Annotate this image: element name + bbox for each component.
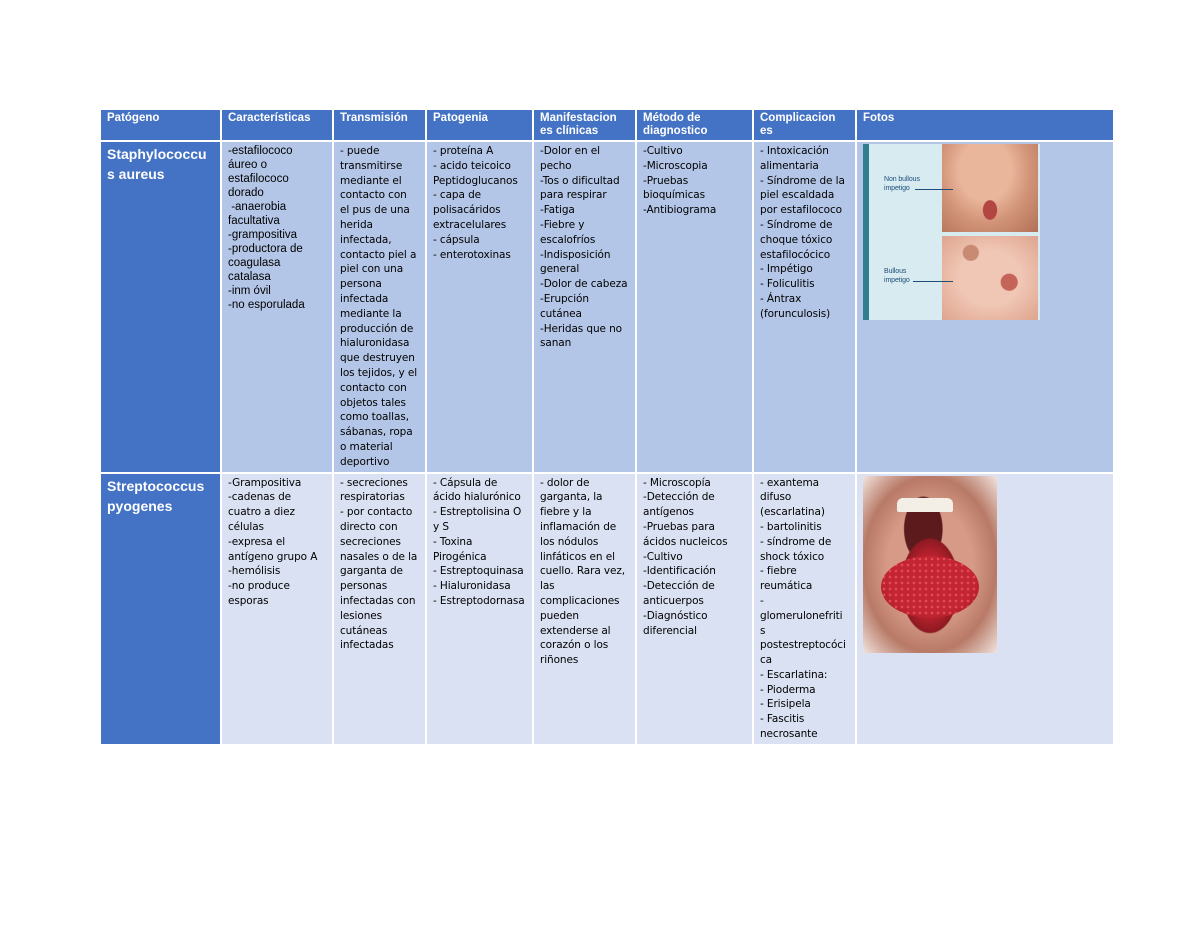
cell-text-line: corazón o los: [540, 639, 609, 652]
header-patogeno: Patógeno: [101, 110, 220, 140]
caracteristicas-cell: [222, 142, 332, 472]
cell-text-line: -no esporulada: [228, 299, 305, 311]
cell-text-line: mediante la: [340, 307, 402, 320]
diagnostico-cell: [637, 474, 752, 744]
cell-text-line: -Fiebre y: [540, 218, 585, 231]
cell-text-line: dorado: [228, 187, 264, 199]
cell-text-line: pueden: [540, 609, 579, 622]
cell-text-line: -Cultivo: [643, 145, 683, 157]
cell-text-line: - exantema: [760, 476, 819, 489]
cell-text-line: -productora de: [228, 243, 303, 255]
cell-text-line: objetos tales: [340, 396, 406, 409]
cell-text-line: Peptidoglucanos: [433, 174, 518, 187]
cell-text-line: infectadas: [340, 639, 394, 652]
cell-text-line: que destruyen: [340, 352, 415, 365]
patogenia-cell: [427, 474, 532, 744]
photo-strip: [863, 144, 869, 320]
cell-text-line: mediante el: [340, 174, 402, 187]
pathogen-table: [99, 108, 1115, 746]
cell-text-line: shock tóxico: [760, 550, 825, 563]
cell-text-line: - Microscopía: [643, 476, 711, 489]
cell-text-line: esporas: [228, 594, 269, 607]
cell-text-line: -no produce: [228, 580, 290, 593]
cell-text-line: - secreciones: [340, 476, 408, 489]
cell-text-line: riñones: [540, 654, 579, 667]
cell-text-line: - Erisipela: [760, 698, 811, 711]
cell-text-line: piel con una: [340, 263, 404, 276]
cell-text-line: como toallas,: [340, 411, 409, 424]
cell-text-line: polisacáridos: [433, 204, 501, 217]
cell-text-line: (escarlatina): [760, 506, 825, 519]
cell-text-line: -: [760, 594, 764, 607]
patogenia-cell: [427, 142, 532, 472]
cell-text-line: -Pruebas para: [643, 520, 715, 533]
cell-text-line: - Hialuronidasa: [433, 580, 511, 593]
cell-text-line: personas: [340, 580, 388, 593]
photo-label: impetigo: [884, 185, 910, 192]
diagnostico-cell: [637, 142, 752, 472]
cell-text-line: choque tóxico: [760, 233, 833, 246]
cell-text-line: postestreptocóci: [760, 639, 846, 652]
cell-text-line: infectada,: [340, 233, 392, 246]
cell-text-line: - Síndrome de la: [760, 174, 845, 187]
cell-text-line: bioquímicas: [643, 189, 705, 202]
cell-text-line: anticuerpos: [643, 594, 704, 607]
cell-text-line: infectadas con: [340, 594, 416, 607]
cell-text-line: - Toxina: [433, 535, 473, 548]
complicaciones-cell: [754, 474, 855, 744]
cell-text-line: -Diagnóstico: [643, 609, 708, 622]
cell-text-line: antígenos: [643, 506, 694, 519]
cell-text-line: -Dolor en el: [540, 145, 600, 157]
cell-text-line: - Escarlatina:: [760, 668, 828, 681]
cell-text-line: el pus de una: [340, 204, 410, 217]
transmision-cell: [334, 474, 425, 744]
cell-text-line: - cápsula: [433, 233, 480, 246]
cell-text-line: linfáticos en el: [540, 550, 615, 563]
cell-text-line: - Estreptodornasa: [433, 594, 525, 607]
cell-text-line: -Cultivo: [643, 550, 683, 563]
cell-text-line: y S: [433, 520, 449, 533]
cell-text-line: hialuronidasa: [340, 337, 410, 350]
cell-text-line: fiebre y la: [540, 506, 592, 519]
cell-text-line: ácidos nucleicos: [643, 535, 728, 548]
photo-label: Bullous: [884, 268, 907, 275]
cell-text-line: ca: [760, 654, 773, 667]
cell-text-line: -estafilococo: [228, 145, 293, 157]
cell-text-line: -Tos o dificultad: [540, 174, 620, 187]
cell-text-line: células: [228, 520, 264, 533]
nonbullous-impetigo-image: [942, 144, 1038, 232]
cell-text-line: - síndrome de: [760, 535, 832, 548]
cell-text-line: cuatro a diez: [228, 506, 295, 519]
cell-text-line: piel escaldada: [760, 189, 835, 202]
cell-text-line: - dolor de: [540, 476, 590, 489]
header-complicaciones: Complicacion es: [754, 110, 855, 140]
photo-pointer-line: [915, 189, 953, 190]
cell-text-line: pecho: [540, 159, 572, 172]
cell-text-line: cutánea: [540, 307, 582, 320]
cell-text-line: general: [540, 263, 580, 276]
cell-text-line: - Estreptolisina O: [433, 506, 522, 519]
cell-text-line: Pirogénica: [433, 550, 487, 563]
impetigo-photo: [863, 144, 1040, 320]
cell-text-line: - bartolinitis: [760, 520, 822, 533]
cell-text-line: por estafilococo: [760, 204, 842, 217]
cell-text-line: -Antibiograma: [643, 204, 717, 217]
cell-text-line: - proteína A: [433, 145, 494, 157]
header-row: [101, 110, 1113, 140]
cell-text-line: -hemólisis: [228, 565, 281, 578]
cell-text-line: los tejidos, y el: [340, 366, 418, 379]
cell-text-line: diferencial: [643, 624, 697, 637]
cell-text-line: -expresa el: [228, 535, 286, 548]
cell-text-line: cuello. Rara vez,: [540, 565, 626, 578]
cell-text-line: herida: [340, 218, 373, 231]
cell-text-line: - enterotoxinas: [433, 248, 511, 261]
cell-text-line: escalofríos: [540, 233, 596, 246]
header-transmision: Transmisión: [334, 110, 425, 140]
tongue: [881, 556, 979, 618]
cell-text-line: respiratorias: [340, 491, 405, 504]
cell-text-line: - Intoxicación: [760, 145, 829, 157]
transmision-cell: [334, 142, 425, 472]
cell-text-line: -Detección de: [643, 580, 715, 593]
strawberry-tongue-photo: [863, 476, 997, 653]
cell-text-line: extenderse al: [540, 624, 611, 637]
cell-text-line: (forunculosis): [760, 307, 831, 320]
cell-text-line: necrosante: [760, 728, 818, 741]
cell-text-line: las: [540, 580, 555, 593]
photo-label: impetigo: [884, 277, 910, 284]
fotos-cell: [857, 142, 1113, 472]
cell-text-line: reumática: [760, 580, 813, 593]
cell-text-line: - Fascitis: [760, 713, 805, 726]
cell-text-line: o material: [340, 440, 393, 453]
manifestaciones-cell: [534, 474, 635, 744]
cell-text-line: - Pioderma: [760, 683, 816, 696]
cell-text-line: -cadenas de: [228, 491, 292, 504]
table-row: [101, 474, 1113, 744]
cell-text-line: catalasa: [228, 271, 271, 283]
header-caracteristicas: Características: [222, 110, 332, 140]
cell-text-line: - Impétigo: [760, 263, 813, 276]
cell-text-line: secreciones: [340, 535, 401, 548]
cell-text-line: -Heridas que no: [540, 322, 622, 335]
cell-text-line: directo con: [340, 520, 398, 533]
cell-text-line: inflamación de: [540, 520, 617, 533]
cell-text-line: transmitirse: [340, 159, 403, 172]
caracteristicas-cell: [222, 474, 332, 744]
cell-text-line: alimentaria: [760, 159, 819, 172]
cell-text-line: infectada: [340, 292, 389, 305]
photo-label: Non bullous: [884, 176, 920, 183]
fotos-cell: [857, 474, 1113, 744]
cell-text-line: -anaerobia: [228, 201, 287, 213]
cell-text-line: -Dolor de cabeza: [540, 278, 628, 291]
cell-text-line: estafilocócico: [760, 248, 831, 261]
cell-text-line: contacto con: [340, 189, 407, 202]
photo-pointer-line: [913, 281, 953, 282]
cell-text-line: áureo o: [228, 159, 268, 171]
cell-text-line: garganta, la: [540, 491, 603, 504]
cell-text-line: para respirar: [540, 189, 607, 202]
cell-text-line: facultativa: [228, 215, 280, 227]
cell-text-line: sanan: [540, 337, 572, 350]
cell-text-line: -Erupción: [540, 292, 589, 305]
cell-text-line: difuso: [760, 491, 792, 504]
cell-text-line: - Ántrax: [760, 292, 802, 305]
cell-text-line: glomerulonefriti: [760, 609, 843, 622]
header-manifestaciones: Manifestacion es clínicas: [534, 110, 635, 140]
cell-text-line: - fiebre: [760, 565, 797, 578]
cell-text-line: garganta de: [340, 565, 403, 578]
cell-text-line: -Microscopia: [643, 159, 708, 172]
manifestaciones-cell: [534, 142, 635, 472]
cell-text-line: extracelulares: [433, 218, 507, 231]
cell-text-line: contacto piel a: [340, 248, 417, 261]
cell-text-line: - por contacto: [340, 506, 413, 519]
cell-text-line: -Indisposición: [540, 248, 611, 261]
cell-text-line: sábanas, ropa: [340, 426, 413, 439]
header-patogenia: Patogenia: [427, 110, 532, 140]
teeth: [897, 498, 953, 512]
cell-text-line: -Grampositiva: [228, 476, 302, 489]
table-row: [101, 142, 1113, 472]
cell-text-line: cutáneas: [340, 624, 388, 637]
cell-text-line: - Estreptoquinasa: [433, 565, 524, 578]
cell-text-line: -grampositiva: [228, 229, 298, 241]
cell-text-line: - acido teicoico: [433, 159, 511, 172]
cell-text-line: nasales o de la: [340, 550, 418, 563]
cell-text-line: contacto con: [340, 381, 407, 394]
cell-text-line: deportivo: [340, 455, 390, 468]
cell-text-line: los nódulos: [540, 535, 599, 548]
bullous-impetigo-image: [942, 236, 1038, 320]
cell-text-line: persona: [340, 278, 382, 291]
cell-text-line: producción de: [340, 322, 414, 335]
cell-text-line: s: [760, 624, 766, 637]
cell-text-line: - capa de: [433, 189, 481, 202]
cell-text-line: -Detección de: [643, 491, 715, 504]
cell-text-line: complicaciones: [540, 594, 620, 607]
cell-text-line: antígeno grupo A: [228, 550, 318, 563]
cell-text-line: - Síndrome de: [760, 218, 833, 231]
complicaciones-cell: [754, 142, 855, 472]
cell-text-line: -Pruebas: [643, 174, 689, 187]
cell-text-line: - Cápsula de: [433, 476, 498, 489]
cell-text-line: -Identificación: [643, 565, 716, 578]
cell-text-line: -Fatiga: [540, 204, 575, 217]
cell-text-line: coagulasa: [228, 257, 281, 269]
cell-text-line: ácido hialurónico: [433, 491, 521, 504]
header-fotos: Fotos: [857, 110, 1113, 140]
pathogen-name: Streptococcus pyogenes: [101, 474, 220, 744]
cell-text-line: - puede: [340, 145, 380, 157]
header-diagnostico: Método de diagnostico: [637, 110, 752, 140]
cell-text-line: estafilococo: [228, 173, 289, 185]
cell-text-line: lesiones: [340, 609, 382, 622]
cell-text-line: -inm óvil: [228, 285, 271, 297]
pathogen-name: Staphylococcu s aureus: [101, 142, 220, 472]
cell-text-line: - Foliculitis: [760, 278, 815, 291]
